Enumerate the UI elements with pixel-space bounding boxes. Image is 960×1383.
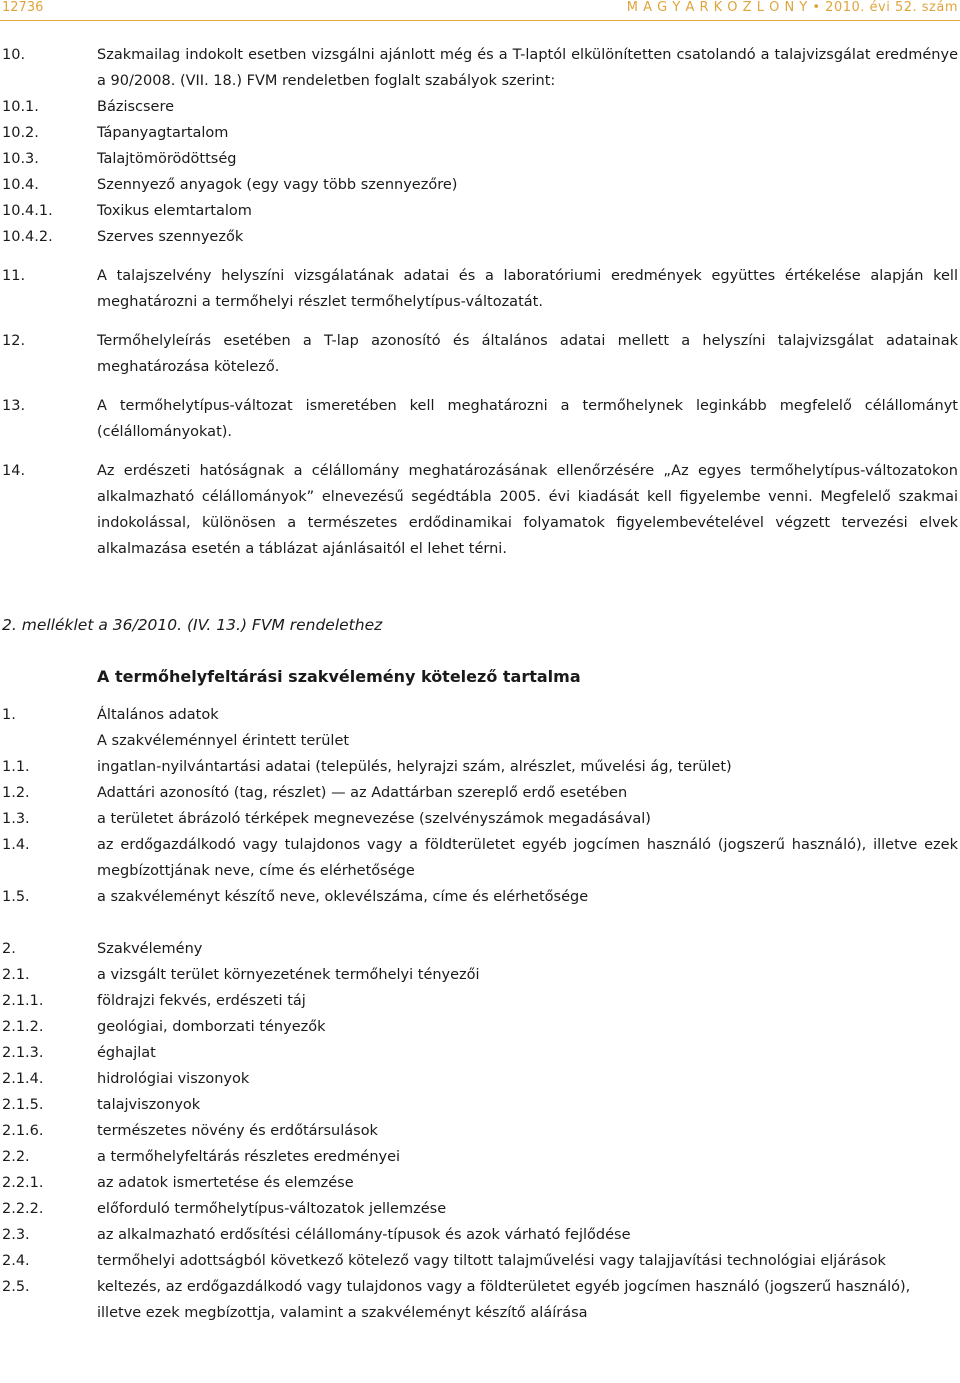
item-number: 1.: [2, 707, 16, 723]
item-number: 12.: [2, 333, 26, 349]
item-text: a termőhelyfeltárás részletes eredményei: [97, 1149, 401, 1165]
item-text: A szakvéleménnyel érintett terület: [97, 733, 350, 749]
list-item: [0, 754, 960, 780]
list-item: [0, 458, 960, 562]
list-item: [0, 806, 960, 832]
list-item: [0, 1248, 960, 1274]
list-item: [0, 1196, 960, 1222]
item-text: Szakvélemény: [97, 941, 203, 957]
item-number: 10.4.1.: [2, 203, 53, 219]
item-text: A talajszelvény helyszíni vizsgálatának adatai és a laboratóriumi eredmények együttes értékelése alapján kell meghatározni a termőhelyi részlet termőhelytípus-változatát.: [97, 268, 958, 310]
list-item: [0, 263, 960, 315]
list-item: [0, 42, 960, 94]
list-item: [0, 780, 960, 806]
list-item: [0, 988, 960, 1014]
item-text: Szakmailag indokolt esetben vizsgálni ajánlott még és a T-laptól elkülönítetten csatolandó a talajvizsgálat eredménye a 90/2008. (VII. 18.) FVM rendeletben foglalt szabályok szerint:: [97, 47, 958, 89]
list-item: [0, 224, 960, 250]
list-item: [0, 1066, 960, 1092]
list-item: [0, 1170, 960, 1196]
item-text: ingatlan-nyilvántartási adatai (település, helyrajzi szám, alrészlet, művelési ág, terület): [97, 759, 732, 775]
item-text: Talajtömörödöttség: [97, 151, 237, 167]
item-text: természetes növény és erdőtársulások: [97, 1123, 378, 1139]
item-text: a területet ábrázoló térképek megnevezése (szelvényszámok megadásával): [97, 811, 651, 827]
list-item: [0, 146, 960, 172]
item-text: Tápanyagtartalom: [97, 125, 229, 141]
page-header: [0, 0, 960, 20]
list-item: [0, 1040, 960, 1066]
item-text: Termőhelyleírás esetében a T-lap azonosító és általános adatai mellett a helyszíni talajvizsgálat adatainak meghatározása kötelező.: [97, 333, 958, 375]
list-item: [0, 1014, 960, 1040]
list-item: [0, 728, 960, 754]
section-1: [0, 702, 960, 910]
item-number: 13.: [2, 398, 26, 414]
list-item: [0, 1222, 960, 1248]
item-text: hidrológiai viszonyok: [97, 1071, 250, 1087]
item-text: az alkalmazható erdősítési célállomány-típusok és azok várható fejlődése: [97, 1227, 631, 1243]
item-text: Báziscsere: [97, 99, 175, 115]
item-number: 10.3.: [2, 151, 39, 167]
item-number: 10.1.: [2, 99, 39, 115]
list-item: [0, 702, 960, 728]
item-text: Szerves szennyezők: [97, 229, 244, 245]
item-text: Adattári azonosító (tag, részlet) — az Adattárban szereplő erdő esetében: [97, 785, 628, 801]
section-2: [0, 936, 960, 1326]
item-text: földrajzi fekvés, erdészeti táj: [97, 993, 306, 1009]
list-item: [0, 832, 960, 884]
item-text: az adatok ismertetése és elemzése: [97, 1175, 354, 1191]
list-item: [0, 1274, 960, 1326]
item-number: 2.1.4.: [2, 1071, 44, 1087]
item-10-block: [0, 42, 960, 94]
item-number: 2.5.: [2, 1279, 30, 1295]
item-text: Általános adatok: [97, 707, 219, 723]
list-item: [0, 936, 960, 962]
item-number: 2.1.1.: [2, 993, 44, 1009]
item-number: 1.2.: [2, 785, 30, 801]
item-text: a szakvéleményt készítő neve, oklevélszáma, címe és elérhetősége: [97, 889, 589, 905]
list-item: [0, 1144, 960, 1170]
item-text: talajviszonyok: [97, 1097, 201, 1113]
list-item: [0, 1118, 960, 1144]
item-number: 1.1.: [2, 759, 30, 775]
list-item: [0, 1092, 960, 1118]
item-number: 2.1.: [2, 967, 30, 983]
list-item: [0, 328, 960, 380]
item-text: éghajlat: [97, 1045, 156, 1061]
item-text: előforduló termőhelytípus-változatok jellemzése: [97, 1201, 447, 1217]
item-number: 1.5.: [2, 889, 30, 905]
publication-title: M A G Y A R K Ö Z L Ö N Y • 2010. évi 52. szám: [626, 0, 958, 15]
annex-title: A termőhelyfeltárási szakvélemény kötelező tartalma: [97, 667, 581, 686]
header-rule: [0, 20, 960, 21]
item-number: 10.2.: [2, 125, 39, 141]
item-number: 2.4.: [2, 1253, 30, 1269]
item-text: termőhelyi adottságból következő kötelező vagy tiltott talajművelési vagy talajjavítási technológiai eljárások: [97, 1253, 886, 1269]
item-number: 1.3.: [2, 811, 30, 827]
item-number: 2.1.3.: [2, 1045, 44, 1061]
item-text: A termőhelytípus-változat ismeretében kell meghatározni a termőhelynek leginkább megfelelő célállományt (célállományokat).: [97, 398, 958, 440]
item-number: 2.3.: [2, 1227, 30, 1243]
list-item: [0, 120, 960, 146]
item-text: az erdőgazdálkodó vagy tulajdonos vagy a földterületet egyéb jogcímen használó (jogszerű használó), illetve ezek megbízottjának neve, címe és elérhetősége: [97, 837, 958, 879]
page-number: 12736: [2, 0, 44, 15]
item-number: 2.1.6.: [2, 1123, 44, 1139]
list-item: [0, 962, 960, 988]
list-item: [0, 393, 960, 445]
item-number: 1.4.: [2, 837, 30, 853]
item-number: 10.4.2.: [2, 229, 53, 245]
list-item: [0, 172, 960, 198]
list-item: [0, 884, 960, 910]
item-number: 10.: [2, 47, 26, 63]
item-text: Toxikus elemtartalom: [97, 203, 252, 219]
item-number: 2.2.2.: [2, 1201, 44, 1217]
item-text: Szennyező anyagok (egy vagy több szennyezőre): [97, 177, 458, 193]
item-text: a vizsgált terület környezetének termőhelyi tényezői: [97, 967, 480, 983]
item-number: 14.: [2, 463, 26, 479]
item-number: 2.: [2, 941, 16, 957]
item-text: Az erdészeti hatóságnak a célállomány meghatározásának ellenőrzésére „Az egyes termőhelytípus-változatokon alkalmazható célállományok” elnevezésű segédtábla 2005. évi kiadását kell figyelembe venni. Megfelelő szakmai indokolással, különösen a természetes erdődinamikai folyamatok figyelembevételével végzett tervezési elvek alkalmazása esetén a táblázat ajánlásaitól el lehet térni.: [97, 463, 958, 557]
list-item: [0, 198, 960, 224]
item-text: keltezés, az erdőgazdálkodó vagy tulajdonos vagy a földterületet egyéb jogcímen használó (jogszerű használó), illetve ezek megbízottja, valamint a szakvéleményt készítő aláírása: [97, 1279, 911, 1321]
item-number: 2.2.1.: [2, 1175, 44, 1191]
item-number: 2.1.5.: [2, 1097, 44, 1113]
item-number: 11.: [2, 268, 26, 284]
item-number: 2.2.: [2, 1149, 30, 1165]
item-text: geológiai, domborzati tényezők: [97, 1019, 326, 1035]
annex-heading: 2. melléklet a 36/2010. (IV. 13.) FVM rendelethez: [2, 616, 383, 634]
list-item: [0, 94, 960, 120]
item-number: 2.1.2.: [2, 1019, 44, 1035]
item-number: 10.4.: [2, 177, 39, 193]
